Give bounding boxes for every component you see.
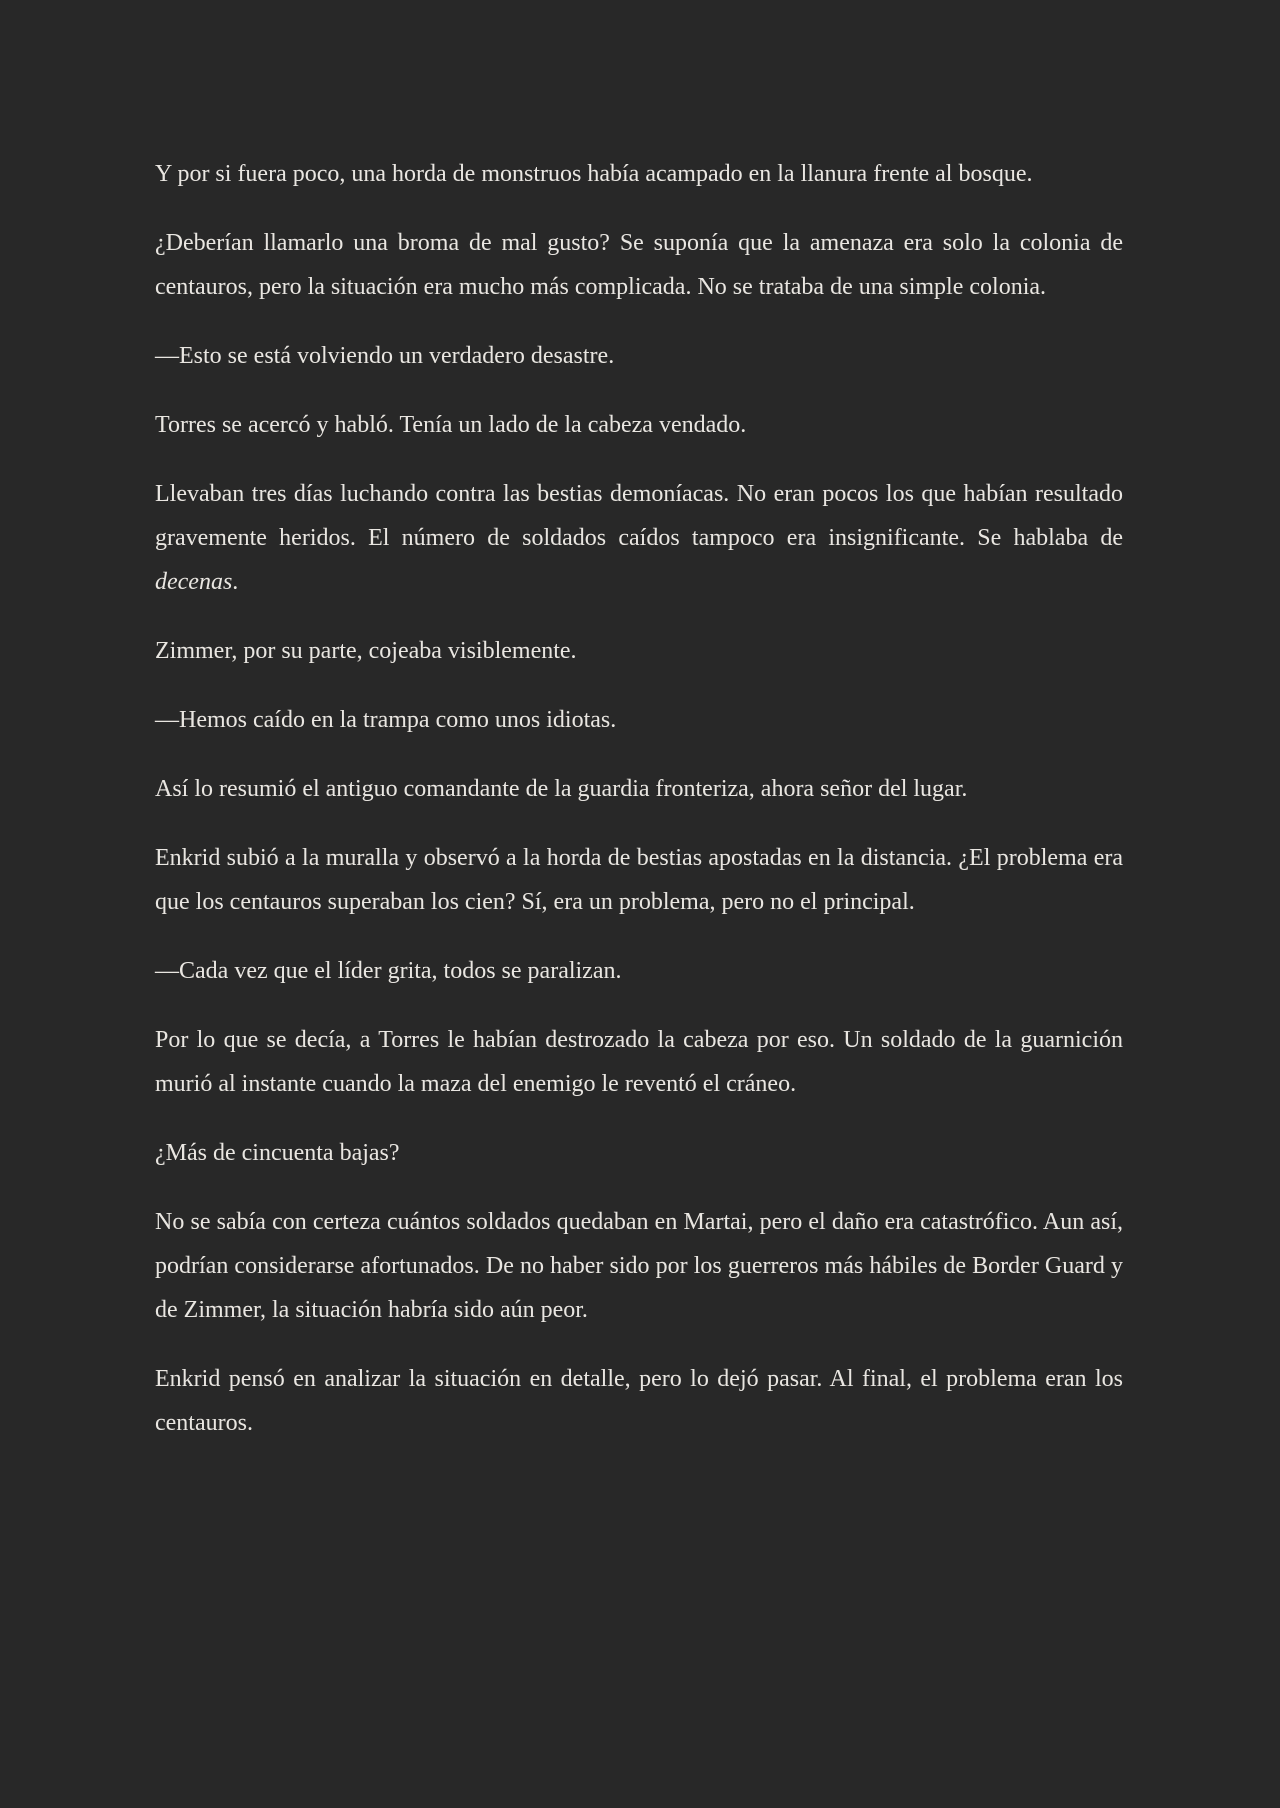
paragraph	[155, 1357, 1123, 1445]
paragraph	[155, 334, 1123, 378]
paragraph-text: Zimmer, por su parte, cojeaba visiblemente.	[155, 638, 577, 664]
paragraph	[155, 629, 1123, 673]
paragraph	[155, 698, 1123, 742]
paragraph	[155, 472, 1123, 604]
paragraph-text: ¿Más de cincuenta bajas?	[155, 1140, 400, 1166]
emphasized-word: decenas	[155, 569, 233, 595]
paragraph-text: No se sabía con certeza cuántos soldados quedaban en Martai, pero el daño era catastrófico. Aun así, podrían considerarse afortunados. De no haber sido por los guerreros más hábiles de Border Guard y de Zimmer, la situación habría sido aún peor.	[155, 1209, 1123, 1323]
paragraph-text: —Cada vez que el líder grita, todos se paralizan.	[155, 958, 622, 984]
paragraph-text: Y por si fuera poco, una horda de monstruos había acampado en la llanura frente al bosque.	[155, 161, 1033, 187]
paragraph	[155, 1200, 1123, 1332]
paragraph	[155, 836, 1123, 924]
document-body	[155, 152, 1123, 1445]
paragraph	[155, 1018, 1123, 1106]
paragraph-text: ¿Deberían llamarlo una broma de mal gusto? Se suponía que la amenaza era solo la colonia de centauros, pero la situación era mucho más complicada. No se trataba de una simple colonia.	[155, 230, 1123, 300]
paragraph-text: Llevaban tres días luchando contra las bestias demoníacas. No eran pocos los que habían resultado gravemente heridos. El número de soldados caídos tampoco era insignificante. Se hablaba de	[155, 481, 1123, 551]
paragraph	[155, 403, 1123, 447]
paragraph	[155, 221, 1123, 309]
paragraph-text: —Esto se está volviendo un verdadero desastre.	[155, 343, 615, 369]
paragraph-text: Por lo que se decía, a Torres le habían destrozado la cabeza por eso. Un soldado de la guarnición murió al instante cuando la maza del enemigo le reventó el cráneo.	[155, 1027, 1123, 1097]
paragraph-text: —Hemos caído en la trampa como unos idiotas.	[155, 707, 617, 733]
paragraph-text: Enkrid pensó en analizar la situación en detalle, pero lo dejó pasar. Al final, el problema eran los centauros.	[155, 1366, 1123, 1436]
paragraph-text: Enkrid subió a la muralla y observó a la horda de bestias apostadas en la distancia. ¿El problema era que los centauros superaban los cien? Sí, era un problema, pero no el principal.	[155, 845, 1123, 915]
paragraph	[155, 949, 1123, 993]
paragraph-text-end: .	[232, 569, 239, 595]
paragraph	[155, 767, 1123, 811]
paragraph-text: Así lo resumió el antiguo comandante de la guardia fronteriza, ahora señor del lugar.	[155, 776, 968, 802]
paragraph-text: Torres se acercó y habló. Tenía un lado de la cabeza vendado.	[155, 412, 747, 438]
paragraph	[155, 1131, 1123, 1175]
paragraph	[155, 152, 1123, 196]
